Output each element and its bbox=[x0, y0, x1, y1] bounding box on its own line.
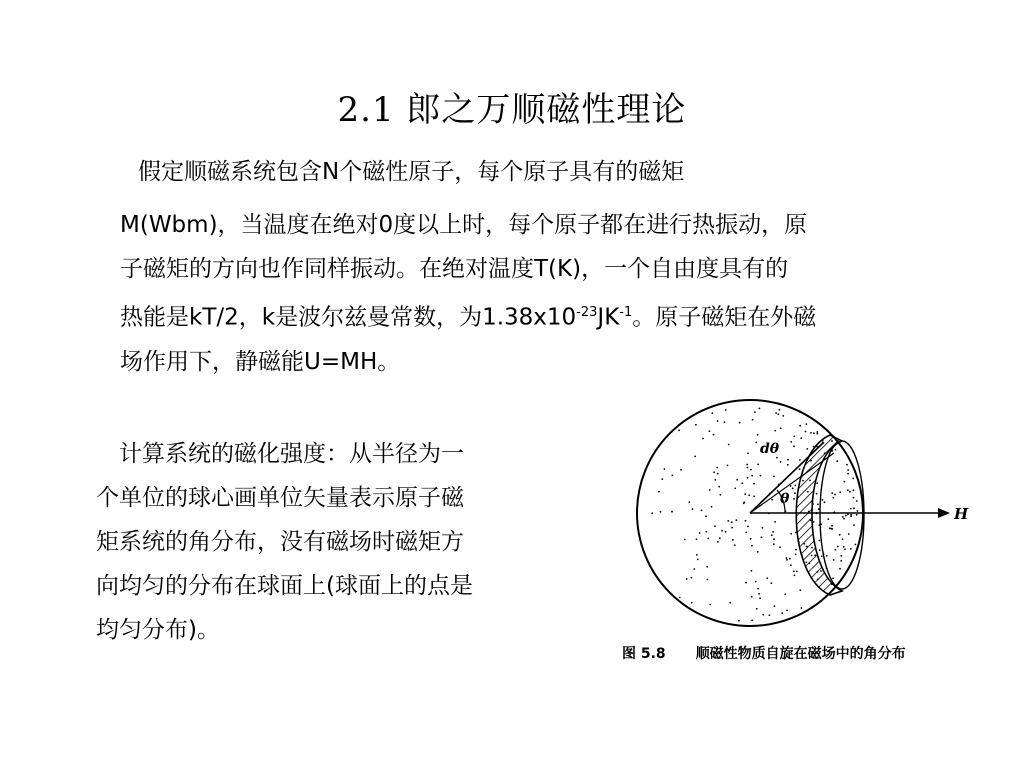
exponent: -1 bbox=[619, 305, 633, 320]
paragraph-line: 均匀分布)。 bbox=[96, 617, 220, 643]
arrowhead-icon bbox=[938, 508, 950, 518]
text-run: 热能是kT/2，k是波尔兹曼常数，为1.38x10 bbox=[120, 304, 577, 331]
caption-text: 顺磁性物质自旋在磁场中的角分布 bbox=[695, 646, 906, 662]
intro-paragraph: 假定顺磁系统包含N个磁性原子，每个原子具有的磁矩 bbox=[138, 159, 685, 185]
paragraph-line: 场作用下，静磁能U=MH。 bbox=[120, 348, 401, 375]
paragraph-line: M(Wbm)，当温度在绝对0度以上时，每个原子都在进行热振动，原 bbox=[120, 212, 808, 238]
page-title: 2.1 郎之万顺磁性理论 bbox=[337, 90, 687, 130]
sphere-figure bbox=[620, 395, 980, 635]
exponent: -23 bbox=[576, 305, 598, 320]
magnetization-paragraph bbox=[96, 432, 576, 652]
text-run: 。原子磁矩在外磁 bbox=[632, 304, 817, 331]
text-run: JK bbox=[597, 304, 620, 331]
field-label: H bbox=[954, 505, 969, 523]
paragraph-line: 向均匀的分布在球面上(球面上的点是 bbox=[96, 573, 473, 599]
paragraph-line: 矩系统的角分布，没有磁场时磁矩方 bbox=[96, 529, 464, 555]
dtheta-label: dθ bbox=[760, 441, 780, 457]
thermal-paragraph bbox=[120, 203, 970, 384]
theta-label: θ bbox=[780, 491, 790, 507]
paragraph-line: 子磁矩的方向也作同样振动。在绝对温度T(K)，一个自由度具有的 bbox=[120, 256, 789, 282]
paragraph-line bbox=[120, 291, 970, 340]
paragraph-line: 计算系统的磁化强度：从半径为一 bbox=[96, 441, 464, 467]
paragraph-line: 个单位的球心画单位矢量表示原子磁 bbox=[96, 485, 464, 511]
figure-number: 图 5.8 bbox=[622, 646, 666, 662]
figure-caption bbox=[622, 643, 906, 663]
